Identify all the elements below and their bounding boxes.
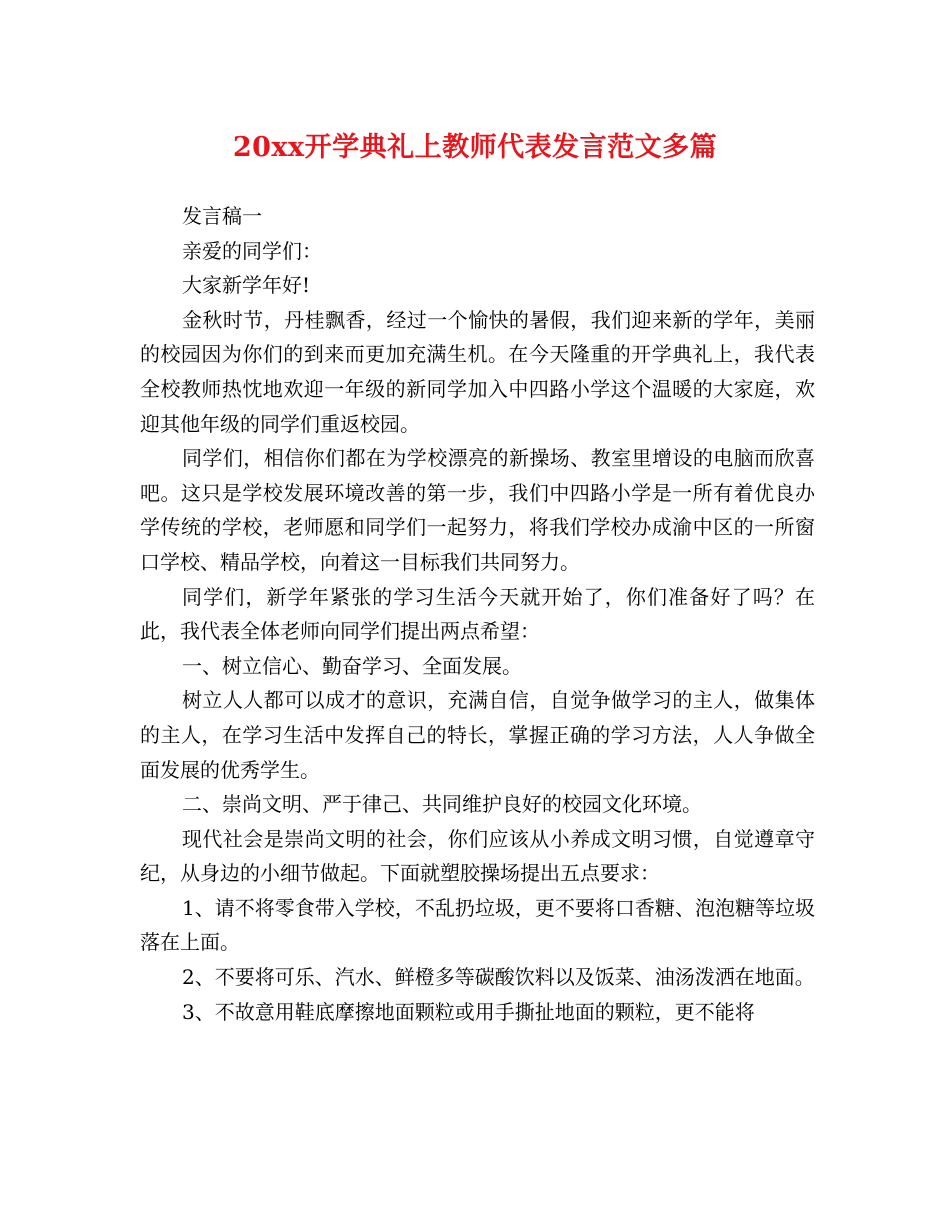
paragraph-speech-label: 发言稿一 [182, 204, 262, 228]
paragraph-greeting: 大家新学年好! [182, 273, 311, 298]
paragraph-heading-2: 二、崇尚文明、严于律己、共同维护良好的校园文化环境。 [182, 792, 702, 817]
paragraph-list-item: 2、不要将可乐、汽水、鲜橙多等碳酸饮料以及饭菜、油汤泼洒在地面。 [182, 965, 815, 990]
document-title: 20xx开学典礼上教师代表发言范文多篇 [232, 132, 718, 163]
paragraph: 树立人人都可以成才的意识，充满自信，自觉争做学习的主人，做集体的主人，在学习生活中发挥自己的特长，掌握正确的学习方法，人人争做全面发展的优秀学生。 [140, 688, 815, 782]
paragraph: 同学们，相信你们都在为学校漂亮的新操场、教室里增设的电脑而欣喜吧。这只是学校发展环境改善的第一步，我们中四路小学是一所有着优良办学传统的学校，老师愿和同学们一起努力，将我们学校办成渝中区的一所窗口学校、精品学校，向着这一目标我们共同努力。 [140, 446, 815, 574]
paragraph-list-item: 3、不故意用鞋底摩擦地面颗粒或用手撕扯地面的颗粒，更不能将 [182, 999, 755, 1024]
paragraph: 金秋时节，丹桂飘香，经过一个愉快的暑假，我们迎来新的学年，美丽的校园因为你们的到来而更加充满生机。在今天隆重的开学典礼上，我代表全校教师热忱地欢迎一年级的新同学加入中四路小学这个温暖的大家庭，欢迎其他年级的同学们重返校园。 [140, 307, 815, 436]
paragraph-heading-1: 一、树立信心、勤奋学习、全面发展。 [182, 653, 522, 678]
paragraph: 现代社会是崇尚文明的社会，你们应该从小养成文明习惯，自觉遵章守纪，从身边的小细节做起。下面就塑胶操场提出五点要求： [140, 826, 815, 886]
paragraph: 同学们，新学年紧张的学习生活今天就开始了，你们准备好了吗？在此，我代表全体老师向同学们提出两点希望： [140, 584, 815, 644]
document-body [140, 199, 815, 1029]
paragraph-salutation: 亲爱的同学们： [182, 238, 322, 263]
paragraph-list-item: 1、请不将零食带入学校，不乱扔垃圾，更不要将口香糖、泡泡糖等垃圾落在上面。 [140, 895, 815, 955]
